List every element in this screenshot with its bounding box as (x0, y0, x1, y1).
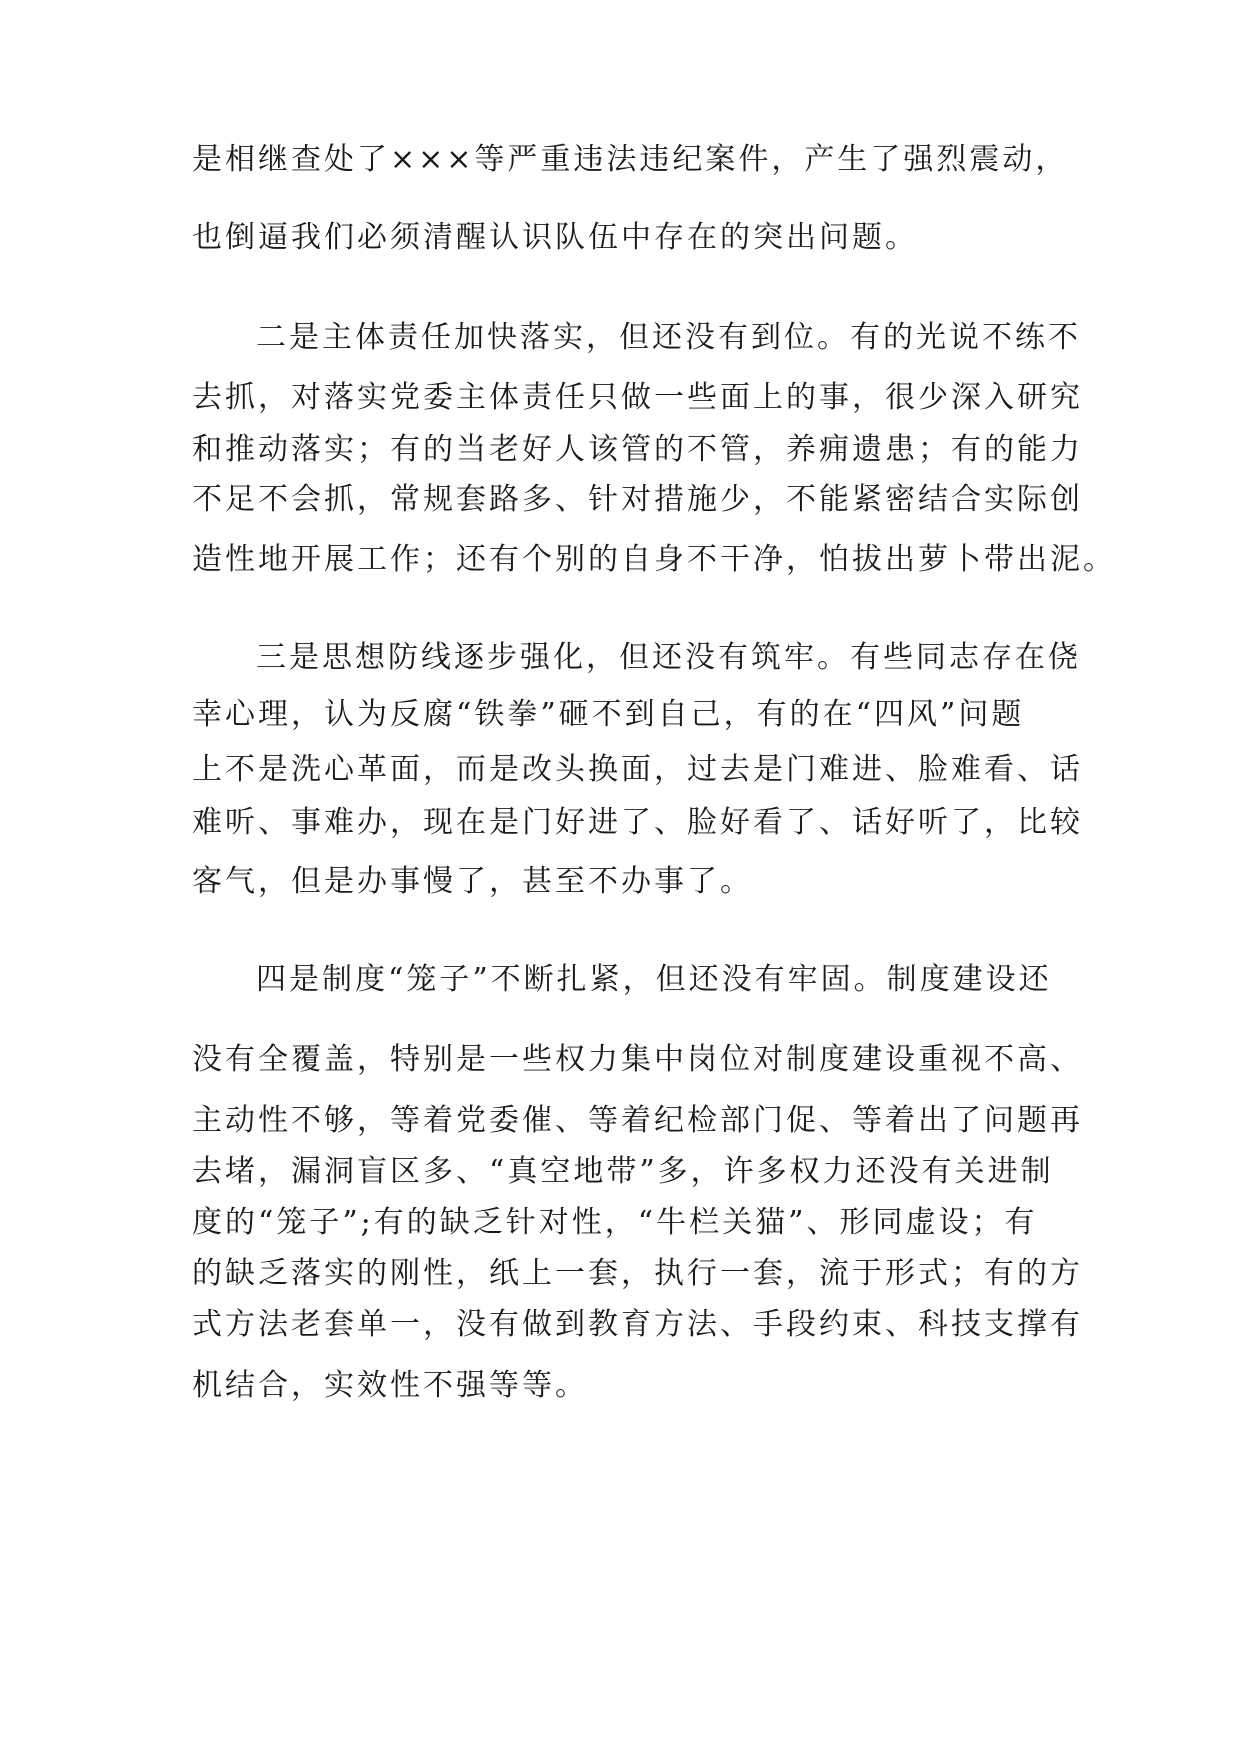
text-line: 也倒逼我们必须清醒认识队伍中存在的突出问题。 (192, 220, 918, 255)
text-line: 造性地开展工作；还有个别的自身不干净，怕拔出萝卜带出泥。 (192, 542, 1116, 577)
text-line: 机结合，实效性不强等等。 (192, 1368, 588, 1403)
text-line: 上不是洗心革面，而是改头换面，过去是门难进、脸难看、话 (192, 752, 1083, 787)
text-line: 去堵，漏洞盲区多、“真空地带”多，许多权力还没有关进制 (192, 1154, 1054, 1189)
text-line: 式方法老套单一，没有做到教育方法、手段约束、科技支撑有 (192, 1307, 1083, 1342)
paragraph-4-line: 四是制度“笼子”不断扎紧，但还没有牢固。制度建设还 (256, 962, 1052, 997)
paragraph-2-line: 二是主体责任加快落实，但还没有到位。有的光说不练不 (256, 320, 1081, 355)
text-line: 和推动落实；有的当老好人该管的不管，养痈遗患；有的能力 (192, 432, 1083, 467)
text-line: 幸心理，认为反腐“铁拳”砸不到自己，有的在“四风”问题 (192, 697, 1025, 732)
text-line: 没有全覆盖，特别是一些权力集中岗位对制度建设重视不高、 (192, 1042, 1083, 1077)
text-line: 的缺乏落实的刚性，纸上一套，执行一套，流于形式；有的方 (192, 1256, 1083, 1291)
text-line: 主动性不够，等着党委催、等着纪检部门促、等着出了问题再 (192, 1103, 1083, 1138)
text-line: 度的“笼子”;有的缺乏针对性，“牛栏关猫”、形同虚设；有 (192, 1205, 1038, 1240)
text-line: 难听、事难办，现在是门好进了、脸好看了、话好听了，比较 (192, 805, 1083, 840)
text-line: 不足不会抓，常规套路多、针对措施少，不能紧密结合实际创 (192, 482, 1083, 517)
text-line: 客气，但是办事慢了，甚至不办事了。 (192, 864, 753, 899)
text-line: 是相继查处了×××等严重违法违纪案件，产生了强烈震动， (192, 142, 1069, 177)
paragraph-3-line: 三是思想防线逐步强化，但还没有筑牢。有些同志存在侥 (256, 640, 1081, 675)
text-line: 去抓，对落实党委主体责任只做一些面上的事，很少深入研究 (192, 380, 1083, 415)
